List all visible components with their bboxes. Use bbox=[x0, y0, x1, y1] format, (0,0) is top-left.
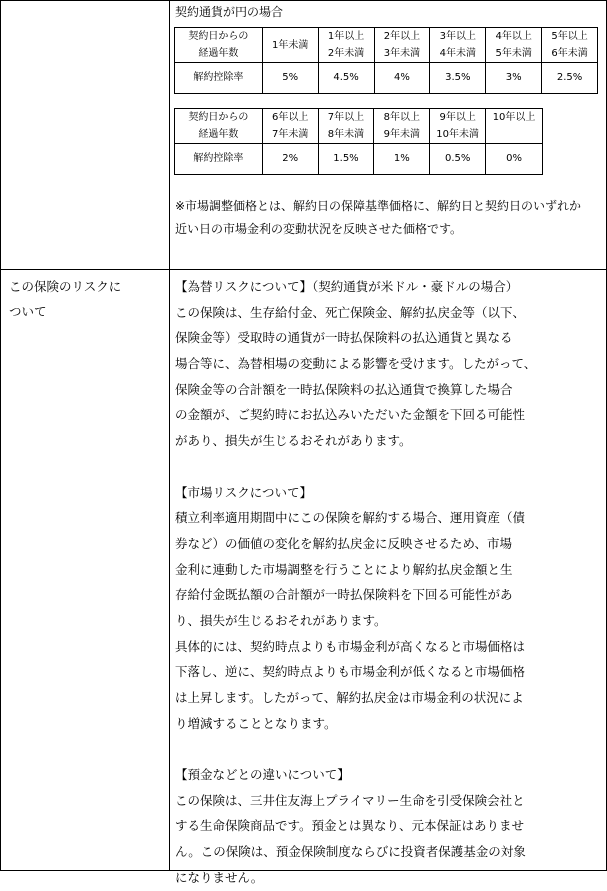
rate-cell: 2% bbox=[262, 144, 318, 175]
deduction-rate-label: 解約控除率 bbox=[175, 63, 263, 94]
period-line: 9年未満 bbox=[383, 129, 420, 140]
elapsed-years-header bbox=[175, 109, 263, 144]
period-line: 6年以上 bbox=[271, 112, 309, 123]
rate-cell: 3% bbox=[486, 63, 542, 94]
risk-text-line: 【市場リスクについて】 bbox=[175, 484, 313, 500]
risk-text-line: 金利に連動した市場調整を行うことにより解約払戻金額と生 bbox=[175, 561, 513, 577]
period-line: 10年以上 bbox=[492, 112, 536, 123]
market-adjustment-note bbox=[175, 195, 581, 241]
risk-text-line: り、損失が生じるおそれがあります。 bbox=[175, 612, 387, 628]
label-line: この保険のリスクに bbox=[9, 279, 122, 294]
yen-contract-caption: 契約通貨が円の場合 bbox=[175, 5, 284, 19]
risk-text-line: 【為替リスクについて】（契約通貨が米ドル・豪ドルの場合） bbox=[175, 279, 519, 294]
row-divider bbox=[0, 269, 607, 270]
header-line: 経過年数 bbox=[198, 48, 239, 59]
period-line: 10年未満 bbox=[436, 129, 480, 140]
elapsed-years-header bbox=[175, 28, 263, 63]
risk-text-line bbox=[175, 454, 536, 480]
period-line: 2年未満 bbox=[327, 48, 365, 59]
period-cell bbox=[318, 109, 374, 144]
rate-cell: 5% bbox=[262, 63, 318, 94]
risk-text-line: 積立利率適用期間中にこの保険を解約する場合、運用資産（債 bbox=[175, 510, 526, 526]
risk-text-line: 下落し、逆に、契約時点よりも市場金利が低くなると市場価格 bbox=[175, 664, 526, 680]
risk-text-line: 具体的には、契約時点よりも市場金利が高くなると市場価格は bbox=[175, 638, 526, 654]
risk-text-line: 保険金等）受取時の通貨が一時払保険料の払込通貨と異なる bbox=[175, 330, 513, 346]
period-line: 6年未満 bbox=[551, 48, 588, 59]
rate-cell: 4.5% bbox=[318, 63, 374, 94]
note-line: ※市場調整価格とは、解約日の保障基準価格に、解約日と契約日のいずれか bbox=[175, 199, 582, 213]
risk-text-line: は上昇します。したがって、解約払戻金は市場金利の状況によ bbox=[175, 690, 524, 705]
period-line: 7年以上 bbox=[327, 112, 365, 123]
period-cell bbox=[374, 28, 430, 63]
deduction-rate-table-2 bbox=[174, 108, 543, 175]
header-line: 契約日からの bbox=[188, 112, 249, 123]
risk-text-line: があり、損失が生じるおそれがあります。 bbox=[175, 433, 412, 449]
risk-text-line: 保険金等の合計額を一時払保険料の払込通貨で換算した場合 bbox=[175, 381, 513, 397]
rate-cell: 1% bbox=[374, 144, 430, 175]
period-cell bbox=[486, 28, 542, 63]
risk-text-line: の金額が、ご契約時にお払込みいただいた金額を下回る可能性 bbox=[175, 407, 526, 423]
rate-cell: 0% bbox=[486, 144, 543, 175]
rate-cell: 3.5% bbox=[430, 63, 486, 94]
risk-text-line: 存給付金既払額の合計額が一時払保険料を下回る可能性があ bbox=[175, 587, 513, 603]
table-row bbox=[175, 63, 598, 94]
period-line: 3年以上 bbox=[439, 31, 476, 42]
risk-description bbox=[175, 274, 536, 891]
table-row bbox=[175, 144, 543, 175]
header-line: 契約日からの bbox=[188, 31, 249, 42]
table-row bbox=[175, 28, 598, 63]
header-line: 経過年数 bbox=[198, 129, 239, 140]
risk-text-line bbox=[175, 736, 536, 762]
note-line: 近い日の市場金利の変動状況を反映させた価格です。 bbox=[175, 222, 463, 236]
rate-cell: 4% bbox=[374, 63, 430, 94]
rate-cell: 1.5% bbox=[318, 144, 374, 175]
period-cell bbox=[542, 28, 598, 63]
period-line: 2年以上 bbox=[383, 31, 421, 42]
period-line: 3年未満 bbox=[383, 48, 421, 59]
risk-text-line: 券など）の価値の変化を解約払戻金に反映させるため、市場 bbox=[175, 535, 513, 551]
period-line: 9年以上 bbox=[439, 112, 476, 123]
period-cell bbox=[318, 28, 374, 63]
period-line: 8年未満 bbox=[327, 129, 365, 140]
period-line: 5年以上 bbox=[551, 31, 588, 42]
risk-text-line: になりません。 bbox=[175, 869, 264, 885]
period-line: 4年未満 bbox=[439, 48, 476, 59]
period-line: 5年未満 bbox=[495, 48, 532, 59]
deduction-rate-table-1 bbox=[174, 27, 598, 94]
rate-cell: 0.5% bbox=[430, 144, 486, 175]
deduction-rate-label: 解約控除率 bbox=[175, 144, 263, 175]
risk-text-line: この保険は、三井住友海上プライマリー生命を引受保険会社と bbox=[175, 792, 525, 808]
period-cell bbox=[374, 109, 430, 144]
risk-text-line: する生命保険商品です。預金とは異なり、元本保証はありませ bbox=[175, 818, 525, 834]
period-line: 8年以上 bbox=[383, 112, 420, 123]
column-divider bbox=[169, 0, 170, 871]
period-line: 1年以上 bbox=[327, 31, 365, 42]
risk-text-line: ん。この保険は、預金保険制度ならびに投資者保護基金の対象 bbox=[175, 844, 526, 860]
period-cell bbox=[430, 28, 486, 63]
risk-text-line: 場合等に、為替相場の変動による影響を受けます。したがって、 bbox=[175, 356, 537, 372]
table-row bbox=[175, 109, 543, 144]
risk-text-line: 【預金などとの違いについて】 bbox=[175, 767, 350, 783]
label-line: ついて bbox=[9, 304, 47, 319]
risk-section-label bbox=[9, 274, 121, 324]
period-line: 4年以上 bbox=[495, 31, 532, 42]
risk-text-line: り増減することとなります。 bbox=[175, 715, 337, 731]
period-cell bbox=[486, 109, 543, 144]
period-cell bbox=[262, 109, 318, 144]
period-line: 1年未満 bbox=[272, 39, 309, 51]
period-cell bbox=[430, 109, 486, 144]
period-line: 7年未満 bbox=[271, 129, 309, 140]
period-cell bbox=[262, 28, 318, 63]
risk-text-line: この保険は、生存給付金、死亡保険金、解約払戻金等（以下、 bbox=[175, 304, 526, 320]
rate-cell: 2.5% bbox=[542, 63, 598, 94]
